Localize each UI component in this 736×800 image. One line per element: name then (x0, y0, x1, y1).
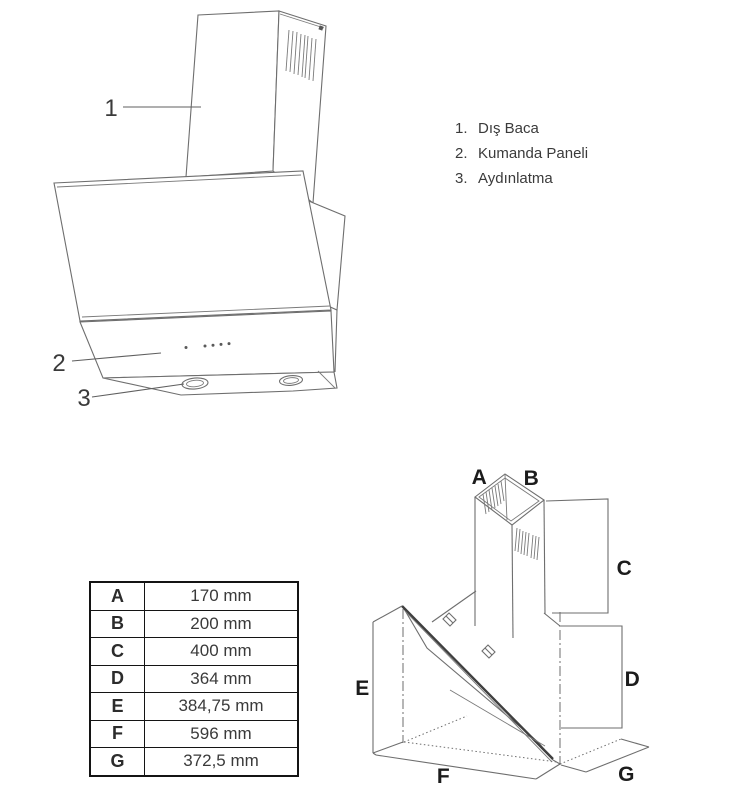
callout-number-1: 1 (104, 95, 118, 122)
dim-value-cell: 384,75 mm (145, 693, 299, 721)
legend-item-kumanda-paneli (455, 141, 588, 166)
dim-g-plate (561, 739, 649, 772)
dim-label-c: C (616, 557, 632, 580)
control-panel (80, 311, 334, 378)
dim-d-bracket (561, 626, 622, 728)
dim-value-cell: 170 mm (145, 582, 299, 610)
mounting-hook (443, 613, 456, 626)
dim-hidden-lines (403, 609, 621, 765)
dim-key-cell: E (90, 693, 145, 721)
table-row (90, 720, 298, 748)
legend-item-number: 2. (455, 145, 468, 162)
dim-key-cell: B (90, 610, 145, 638)
dim-label-g: G (618, 763, 634, 786)
table-row (90, 748, 298, 776)
dim-value-cell: 400 mm (145, 638, 299, 666)
dim-label-b: B (523, 467, 539, 490)
dim-vent-grille-front (515, 528, 539, 560)
dimensions-table (89, 581, 299, 777)
legend-item-label: Aydınlatma (478, 170, 553, 187)
dim-value-cell: 200 mm (145, 610, 299, 638)
dim-canopy (432, 591, 560, 764)
table-row (90, 582, 298, 610)
parts-legend (455, 116, 588, 191)
dim-glass-panel (402, 606, 553, 762)
dim-value-cell: 596 mm (145, 720, 299, 748)
legend-item-label: Kumanda Paneli (478, 145, 589, 162)
dim-c-bracket (546, 499, 608, 613)
dim-label-e: E (355, 677, 369, 700)
legend-item-number: 3. (455, 170, 468, 187)
dim-key-cell: C (90, 638, 145, 666)
dim-key-cell: G (90, 748, 145, 776)
dim-label-f: F (436, 765, 450, 788)
dim-value-cell: 364 mm (145, 665, 299, 693)
dim-chimney (475, 474, 545, 638)
callout-number-2: 2 (52, 350, 66, 377)
table-row (90, 693, 298, 721)
mounting-hook (482, 645, 495, 658)
legend-item-dis-baca (455, 116, 588, 141)
dim-key-cell: A (90, 582, 145, 610)
dim-label-d: D (624, 668, 640, 691)
legend-item-label: Dış Baca (478, 120, 539, 137)
dim-key-cell: F (90, 720, 145, 748)
callout-number-3: 3 (77, 385, 91, 412)
glass-panel (54, 171, 331, 321)
table-row (90, 638, 298, 666)
dim-value-cell: 372,5 mm (145, 748, 299, 776)
dim-e-line (373, 606, 403, 753)
legend-item-number: 1. (455, 120, 468, 137)
table-row (90, 610, 298, 638)
dim-base (373, 753, 560, 779)
table-row (90, 665, 298, 693)
legend-item-aydinlatma (455, 166, 588, 191)
dim-label-a: A (471, 466, 487, 489)
dim-key-cell: D (90, 665, 145, 693)
hood-illustration (40, 0, 370, 420)
dimensions-illustration (350, 450, 736, 800)
